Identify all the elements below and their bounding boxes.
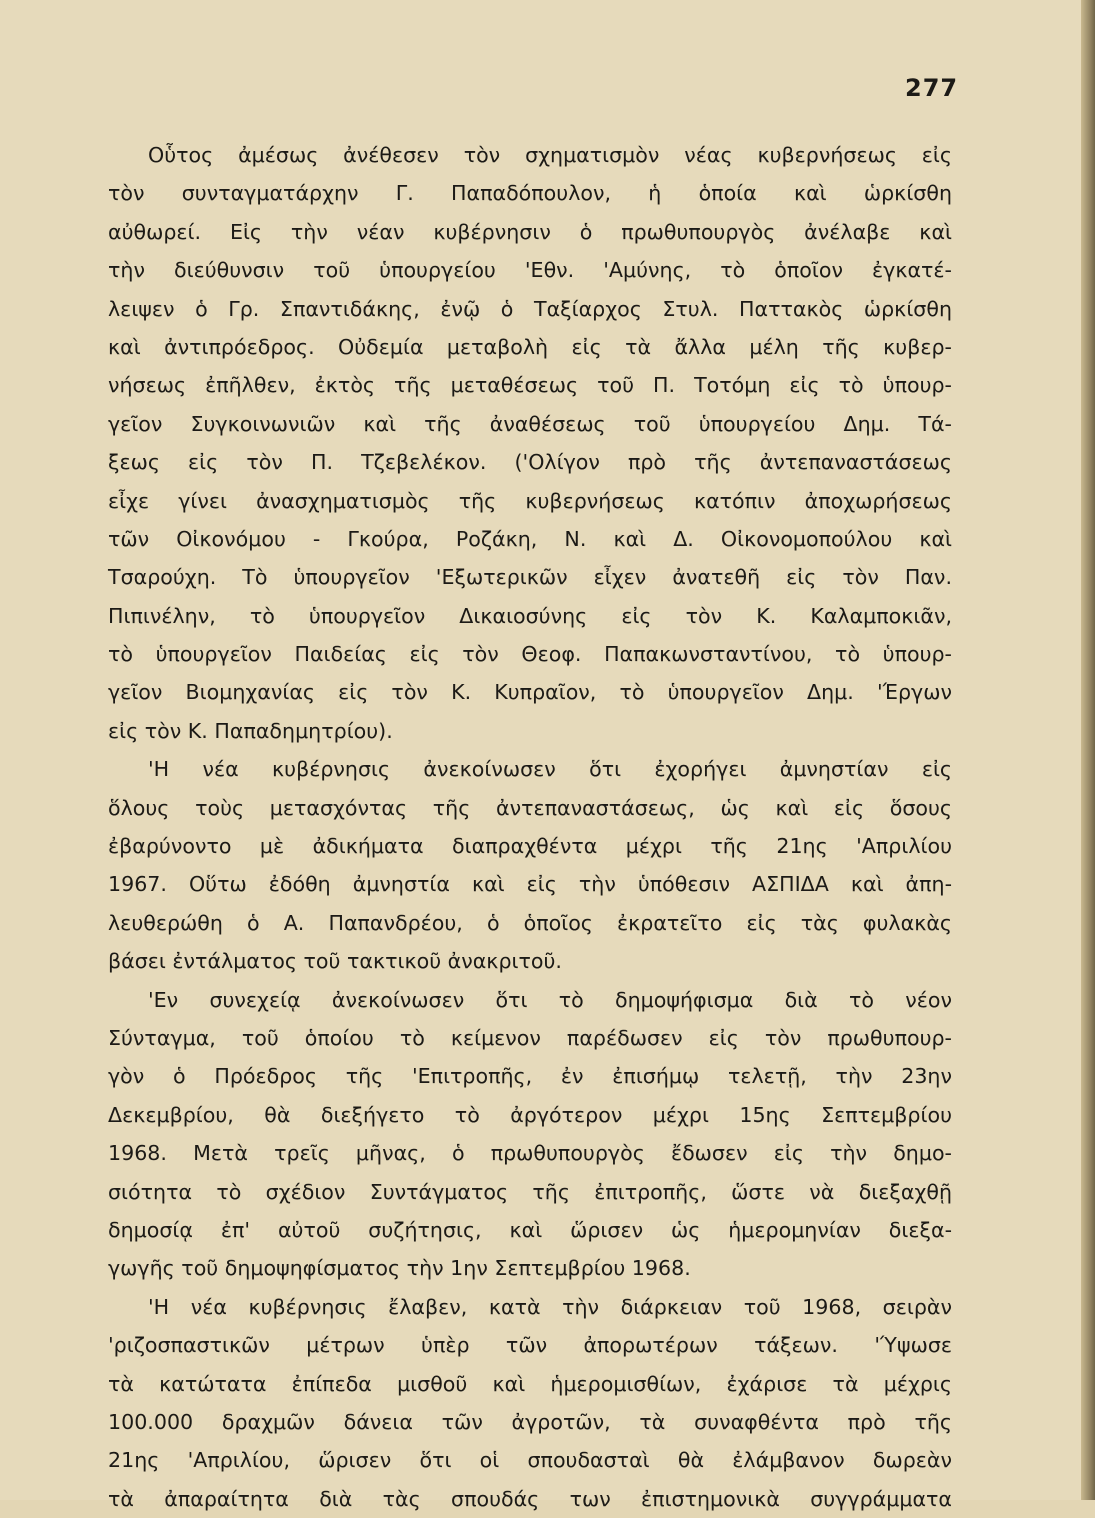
paragraph: [108, 136, 952, 750]
text-line: λευθερώθη ὁ Α. Παπανδρέου, ὁ ὁποῖος ἐκρατεῖτο εἰς τὰς φυλακὰς: [108, 910, 952, 935]
text-line: 1967. Οὕτω ἐδόθη ἀμνηστία καὶ εἰς τὴν ὑπόθεσιν ΑΣΠΙΔΑ καὶ ἀπη-: [108, 872, 952, 897]
text-line: εἰς τὸν Κ. Παπαδημητρίου).: [108, 718, 393, 743]
text-line: 'ριζοσπαστικῶν μέτρων ὑπὲρ τῶν ἀπορωτέρων τάξεων. 'Ύψωσε: [108, 1333, 952, 1358]
paragraph: [108, 1288, 952, 1518]
text-line: τὸν συνταγματάρχην Γ. Παπαδόπουλον, ἡ ὁποία καὶ ὡρκίσθη: [108, 181, 952, 206]
text-line: δημοσίᾳ ἐπ' αὐτοῦ συζήτησις, καὶ ὥρισεν ὡς ἡμερομηνίαν διεξα-: [108, 1217, 952, 1242]
text-line: τὸ ὑπουργεῖον Παιδείας εἰς τὸν Θεοφ. Παπακωνσταντίνου, τὸ ὑπουρ-: [108, 642, 952, 667]
text-line: Δεκεμβρίου, θὰ διεξήγετο τὸ ἀργότερον μέχρι 15ης Σεπτεμβρίου: [108, 1102, 952, 1127]
text-line: ὅλους τοὺς μετασχόντας τῆς ἀντεπαναστάσεως, ὡς καὶ εἰς ὅσους: [108, 795, 952, 820]
text-line: 'Η νέα κυβέρνησις ἀνεκοίνωσεν ὅτι ἐχορήγει ἀμνηστίαν εἰς: [148, 757, 952, 782]
text-line: τὰ ἀπαραίτητα διὰ τὰς σπουδάς των ἐπιστημονικὰ συγγράμματα: [108, 1486, 952, 1511]
text-line: Τσαρούχη. Τὸ ὑπουργεῖον 'Εξωτερικῶν εἶχεν ἀνατεθῆ εἰς τὸν Παν.: [108, 565, 952, 590]
page-number: 277: [905, 74, 959, 102]
text-line: τὰ κατώτατα ἐπίπεδα μισθοῦ καὶ ἡμερομισθίων, ἐχάρισε τὰ μέχρις: [108, 1371, 952, 1396]
page-edge-shadow: [1081, 0, 1095, 1500]
text-line: νήσεως ἐπῆλθεν, ἐκτὸς τῆς μεταθέσεως τοῦ Π. Τοτόμη εἰς τὸ ὑπουρ-: [108, 373, 952, 398]
paragraph: [108, 750, 952, 980]
text-line: αὐθωρεί. Εἰς τὴν νέαν κυβέρνησιν ὁ πρωθυπουργὸς ἀνέλαβε καὶ: [108, 219, 952, 244]
text-line: λειψεν ὁ Γρ. Σπαντιδάκης, ἐνῷ ὁ Ταξίαρχος Στυλ. Παττακὸς ὡρκίσθη: [108, 296, 952, 321]
text-line: βάσει ἐντάλματος τοῦ τακτικοῦ ἀνακριτοῦ.: [108, 949, 562, 974]
text-line: 1968. Μετὰ τρεῖς μῆνας, ὁ πρωθυπουργὸς ἔδωσεν εἰς τὴν δημο-: [108, 1141, 952, 1166]
paragraph: [108, 981, 952, 1288]
text-line: 'Η νέα κυβέρνησις ἔλαβεν, κατὰ τὴν διάρκειαν τοῦ 1968, σειρὰν: [148, 1294, 952, 1319]
text-line: γεῖον Βιομηχανίας εἰς τὸν Κ. Κυπραῖον, τὸ ὑπουργεῖον Δημ. 'Έργων: [108, 680, 952, 705]
text-line: γεῖον Συγκοινωνιῶν καὶ τῆς ἀναθέσεως τοῦ ὑπουργείου Δημ. Τά-: [108, 411, 952, 436]
text-line: 'Εν συνεχείᾳ ἀνεκοίνωσεν ὅτι τὸ δημοψήφισμα διὰ τὸ νέον: [148, 987, 952, 1012]
text-line: Σύνταγμα, τοῦ ὁποίου τὸ κείμενον παρέδωσεν εἰς τὸν πρωθυπουρ-: [108, 1025, 952, 1050]
text-line: Πιπινέλην, τὸ ὑπουργεῖον Δικαιοσύνης εἰς τὸν Κ. Καλαμποκιᾶν,: [108, 603, 952, 628]
text-line: γὸν ὁ Πρόεδρος τῆς 'Επιτροπῆς, ἐν ἐπισήμῳ τελετῇ, τὴν 23ην: [108, 1064, 952, 1089]
text-line: τὴν διεύθυνσιν τοῦ ὑπουργείου 'Εθν. 'Αμύνης, τὸ ὁποῖον ἐγκατέ-: [108, 258, 952, 283]
text-line: Οὗτος ἀμέσως ἀνέθεσεν τὸν σχηματισμὸν νέας κυβερνήσεως εἰς: [148, 143, 952, 167]
text-line: ξεως εἰς τὸν Π. Τζεβελέκον. ('Ολίγον πρὸ τῆς ἀντεπαναστάσεως: [108, 450, 952, 475]
text-line: τῶν Οἰκονόμου - Γκούρα, Ροζάκη, Ν. καὶ Δ. Οἰκονομοπούλου καὶ: [108, 526, 952, 551]
text-line: γωγῆς τοῦ δημοψηφίσματος τὴν 1ην Σεπτεμβρίου 1968.: [108, 1256, 691, 1281]
text-line: 21ης 'Απριλίου, ὥρισεν ὅτι οἱ σπουδασταὶ θὰ ἐλάμβανον δωρεὰν: [108, 1448, 952, 1473]
text-line: 100.000 δραχμῶν δάνεια τῶν ἀγροτῶν, τὰ συναφθέντα πρὸ τῆς: [108, 1409, 952, 1434]
body-text: [108, 136, 952, 1518]
text-line: καὶ ἀντιπρόεδρος. Οὐδεμία μεταβολὴ εἰς τὰ ἄλλα μέλη τῆς κυβερ-: [108, 334, 952, 359]
text-line: εἶχε γίνει ἀνασχηματισμὸς τῆς κυβερνήσεως κατόπιν ἀποχωρήσεως: [108, 488, 952, 513]
text-line: σιότητα τὸ σχέδιον Συντάγματος τῆς ἐπιτροπῆς, ὥστε νὰ διεξαχθῇ: [108, 1179, 952, 1204]
text-line: ἐβαρύνοντο μὲ ἀδικήματα διαπραχθέντα μέχρι τῆς 21ης 'Απριλίου: [108, 834, 952, 859]
